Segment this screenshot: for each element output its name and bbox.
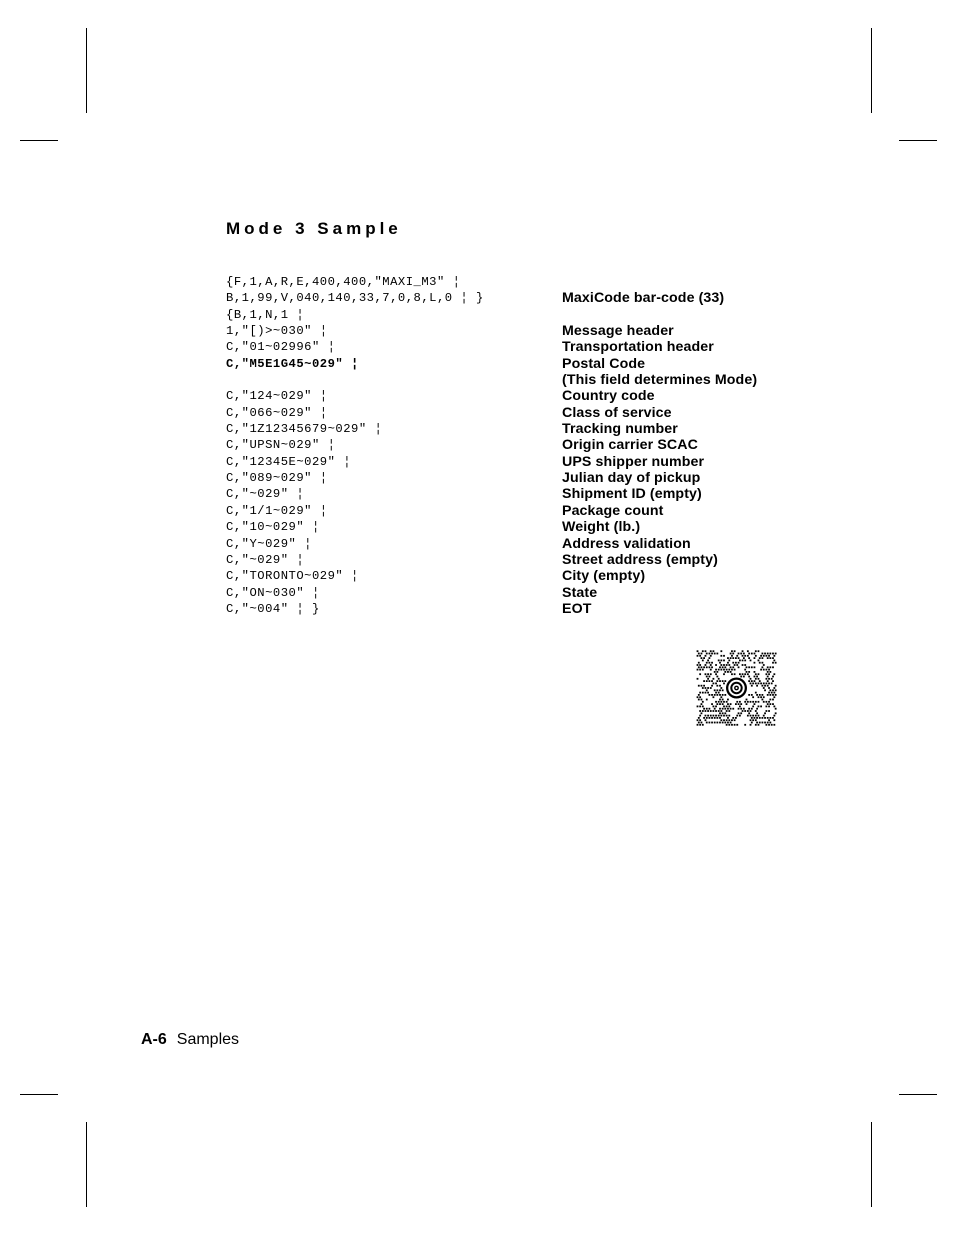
code-line: C,"~029" ¦	[226, 552, 305, 567]
field-description: Julian day of pickup	[562, 470, 701, 487]
field-description: EOT	[562, 600, 592, 617]
code-line: C,"ON~030" ¦	[226, 585, 320, 600]
field-description: Package count	[562, 502, 664, 519]
field-description	[562, 274, 822, 290]
code-line: C,"124~029" ¦	[226, 389, 328, 404]
page-footer	[141, 1031, 239, 1049]
field-description: Message header	[562, 323, 674, 340]
field-description: Transportation header	[562, 339, 714, 356]
field-description: MaxiCode bar-code (33)	[562, 290, 725, 307]
field-description: Tracking number	[562, 421, 678, 438]
field-description: (This field determines Mode)	[562, 372, 758, 389]
crop-mark-bottom-left-vertical	[86, 1122, 87, 1207]
crop-mark-bottom-right-horizontal	[899, 1094, 937, 1095]
page-number: A-6	[141, 1031, 167, 1048]
field-description: UPS shipper number	[562, 453, 705, 470]
code-line: {B,1,N,1 ¦	[226, 307, 305, 322]
crop-mark-top-left-horizontal	[20, 140, 58, 141]
maxicode-barcode-image	[696, 650, 777, 726]
code-line: C,"1Z12345679~029" ¦	[226, 422, 383, 437]
field-description: Origin carrier SCAC	[562, 437, 698, 454]
footer-section-name: Samples	[176, 1031, 240, 1048]
field-description: State	[562, 584, 598, 601]
code-line: B,1,99,V,040,140,33,7,0,8,L,0 ¦ }	[226, 291, 484, 306]
code-listing	[226, 274, 556, 617]
field-description: Street address (empty)	[562, 551, 718, 568]
field-description: Postal Code	[562, 355, 646, 372]
code-line: C,"~029" ¦	[226, 487, 305, 502]
field-description: Weight (lb.)	[562, 519, 641, 536]
field-description: Class of service	[562, 404, 672, 421]
code-line: C,"089~029" ¦	[226, 471, 328, 486]
code-line: C,"01~02996" ¦	[226, 340, 336, 355]
code-line: C,"12345E~029" ¦	[226, 454, 352, 469]
crop-mark-top-left-vertical	[86, 28, 87, 113]
field-description: Address validation	[562, 535, 691, 552]
code-line: C,"066~029" ¦	[226, 405, 328, 420]
code-line	[226, 372, 556, 388]
field-description: City (empty)	[562, 568, 646, 585]
section-title: Mode 3 Sample	[226, 219, 402, 238]
code-line: C,"1/1~029" ¦	[226, 503, 328, 518]
crop-mark-bottom-left-horizontal	[20, 1094, 58, 1095]
field-description: Shipment ID (empty)	[562, 486, 702, 503]
code-line: C,"Y~029" ¦	[226, 536, 312, 551]
code-line: C,"UPSN~029" ¦	[226, 438, 336, 453]
code-line: C,"M5E1G45~029" ¦	[226, 356, 359, 371]
field-descriptions	[562, 274, 822, 617]
code-line: {F,1,A,R,E,400,400,"MAXI_M3" ¦	[226, 275, 461, 289]
field-description: Country code	[562, 388, 655, 405]
code-line: 1,"[)>~030" ¦	[226, 324, 328, 339]
crop-mark-bottom-right-vertical	[871, 1122, 872, 1207]
crop-mark-top-right-vertical	[871, 28, 872, 113]
code-line: C,"TORONTO~029" ¦	[226, 569, 359, 584]
code-line: C,"10~029" ¦	[226, 520, 320, 535]
field-description	[562, 307, 822, 323]
crop-mark-top-right-horizontal	[899, 140, 937, 141]
code-line: C,"~004" ¦ }	[226, 601, 320, 616]
